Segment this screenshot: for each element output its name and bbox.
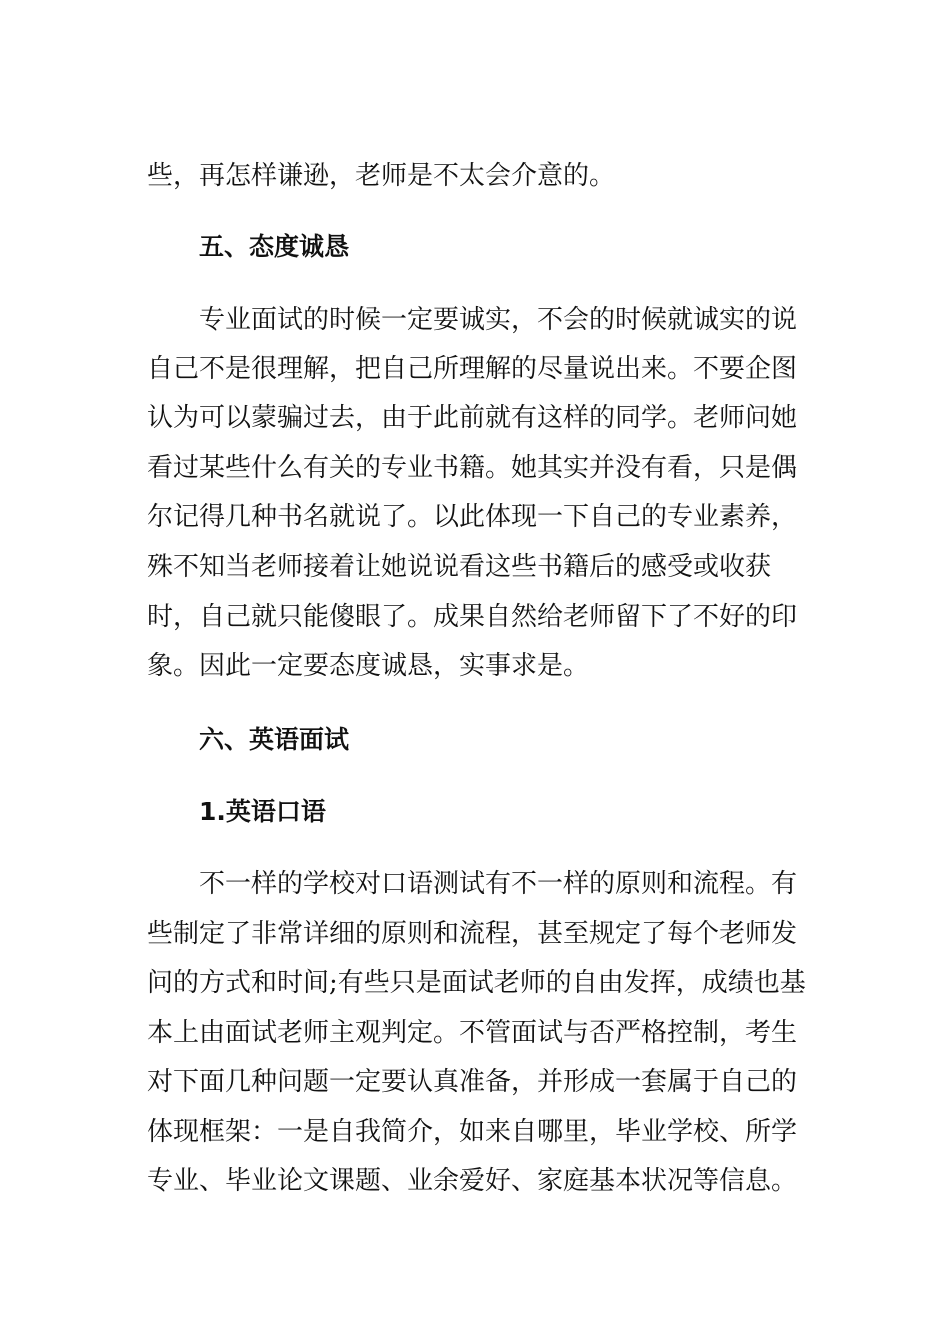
paragraph-line: 自己不是很理解，把自己所理解的尽量说出来。不要企图 bbox=[147, 354, 798, 384]
paragraph-line: 殊不知当老师接着让她说说看这些书籍后的感受或收获 bbox=[147, 552, 772, 582]
paragraph-line: 不一样的学校对口语测试有不一样的原则和流程。有 bbox=[199, 869, 798, 899]
section-heading: 五、态度诚恳 bbox=[199, 232, 350, 261]
section-heading: 六、英语面试 bbox=[199, 725, 350, 754]
paragraph-line: 本上由面试老师主观判定。不管面试与否严格控制，考生 bbox=[147, 1018, 798, 1048]
paragraph-line: 时，自己就只能傻眼了。成果自然给老师留下了不好的印 bbox=[147, 602, 798, 632]
paragraph-line: 对下面几种问题一定要认真准备，并形成一套属于自己的 bbox=[147, 1067, 798, 1097]
subsection-heading: 1.英语口语 bbox=[199, 797, 326, 826]
paragraph-line: 些制定了非常详细的原则和流程，甚至规定了每个老师发 bbox=[147, 919, 798, 949]
paragraph-line: 些，再怎样谦逊，老师是不太会介意的。 bbox=[147, 161, 616, 191]
paragraph-line: 认为可以蒙骗过去，由于此前就有这样的同学。老师问她 bbox=[147, 403, 798, 433]
paragraph-line: 尔记得几种书名就说了。以此体现一下自己的专业素养， bbox=[147, 502, 798, 532]
paragraph-line: 专业、毕业论文课题、业余爱好、家庭基本状况等信息。 bbox=[147, 1166, 798, 1196]
paragraph-line: 问的方式和时间;有些只是面试老师的自由发挥，成绩也基 bbox=[147, 968, 806, 998]
paragraph-line: 专业面试的时候一定要诚实，不会的时候就诚实的说 bbox=[199, 305, 798, 335]
paragraph-line: 体现框架：一是自我简介，如来自哪里，毕业学校、所学 bbox=[147, 1117, 798, 1147]
paragraph-line: 看过某些什么有关的专业书籍。她其实并没有看，只是偶 bbox=[147, 453, 798, 483]
paragraph-line: 象。因此一定要态度诚恳，实事求是。 bbox=[147, 651, 590, 681]
